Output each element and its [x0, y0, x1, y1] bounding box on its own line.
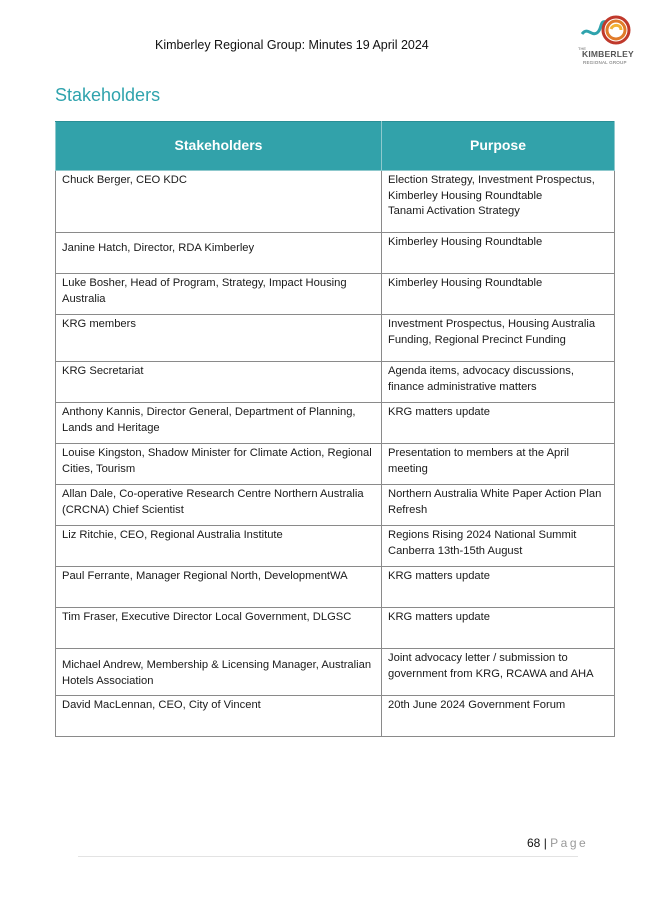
table-header-row — [56, 122, 615, 171]
logo-name: KIMBERLEY — [582, 49, 634, 59]
purpose-cell: Presentation to members at the April meeting — [382, 444, 615, 485]
kimberley-regional-group-logo — [578, 12, 634, 70]
stakeholder-cell: David MacLennan, CEO, City of Vincent — [56, 696, 382, 737]
logo-the: THE — [578, 46, 586, 51]
stakeholder-cell: Paul Ferrante, Manager Regional North, DevelopmentWA — [56, 567, 382, 608]
stakeholder-cell: Tim Fraser, Executive Director Local Government, DLGSC — [56, 608, 382, 649]
page-header-title: Kimberley Regional Group: Minutes 19 April 2024 — [155, 38, 429, 52]
table-row — [56, 171, 615, 233]
table-row — [56, 444, 615, 485]
purpose-cell: KRG matters update — [382, 403, 615, 444]
stakeholder-cell: Janine Hatch, Director, RDA Kimberley — [56, 233, 382, 274]
purpose-line: Election Strategy, Investment Prospectus, Kimberley Housing Roundtable — [388, 174, 595, 202]
table-row — [56, 403, 615, 444]
section-heading: Stakeholders — [55, 85, 161, 105]
table-row — [56, 567, 615, 608]
page-word: Page — [550, 836, 589, 850]
footer-divider — [78, 856, 578, 857]
table-row — [56, 233, 615, 274]
purpose-cell: Joint advocacy letter / submission to government from KRG, RCAWA and AHA — [382, 649, 615, 696]
table-row — [56, 608, 615, 649]
stakeholder-cell: Michael Andrew, Membership & Licensing Manager, Australian Hotels Association — [56, 649, 382, 696]
page-separator: | — [543, 836, 547, 850]
table-row — [56, 526, 615, 567]
swirl-logo-icon — [578, 12, 634, 48]
column-header-purpose: Purpose — [382, 122, 615, 171]
stakeholder-cell: Louise Kingston, Shadow Minister for Climate Action, Regional Cities, Tourism — [56, 444, 382, 485]
table-row — [56, 649, 615, 696]
purpose-cell: 20th June 2024 Government Forum — [382, 696, 615, 737]
table-row — [56, 362, 615, 403]
purpose-cell: Investment Prospectus, Housing Australia Funding, Regional Precinct Funding — [382, 315, 615, 362]
purpose-cell: KRG matters update — [382, 608, 615, 649]
purpose-cell: Agenda items, advocacy discussions, finance administrative matters — [382, 362, 615, 403]
purpose-cell: Northern Australia White Paper Action Plan Refresh — [382, 485, 615, 526]
table-row — [56, 315, 615, 362]
stakeholder-cell: Anthony Kannis, Director General, Department of Planning, Lands and Heritage — [56, 403, 382, 444]
stakeholder-cell: KRG members — [56, 315, 382, 362]
purpose-line: Tanami Activation Strategy — [388, 205, 520, 217]
stakeholder-cell: Liz Ritchie, CEO, Regional Australia Institute — [56, 526, 382, 567]
stakeholder-cell: Allan Dale, Co-operative Research Centre Northern Australia (CRCNA) Chief Scientist — [56, 485, 382, 526]
stakeholder-cell: KRG Secretariat — [56, 362, 382, 403]
purpose-cell: KRG matters update — [382, 567, 615, 608]
column-header-stakeholders: Stakeholders — [56, 122, 382, 171]
stakeholder-cell: Chuck Berger, CEO KDC — [56, 171, 382, 233]
purpose-cell: Kimberley Housing Roundtable — [382, 233, 615, 274]
logo-subtitle: REGIONAL GROUP — [583, 60, 627, 65]
purpose-cell: Regions Rising 2024 National Summit Canberra 13th-15th August — [382, 526, 615, 567]
page-footer — [527, 836, 588, 850]
table-row — [56, 485, 615, 526]
stakeholders-table — [55, 121, 615, 737]
purpose-cell: Kimberley Housing Roundtable — [382, 274, 615, 315]
stakeholder-cell: Luke Bosher, Head of Program, Strategy, Impact Housing Australia — [56, 274, 382, 315]
table-row — [56, 696, 615, 737]
table-row — [56, 274, 615, 315]
purpose-cell — [382, 171, 615, 233]
page-number: 68 — [527, 836, 541, 850]
